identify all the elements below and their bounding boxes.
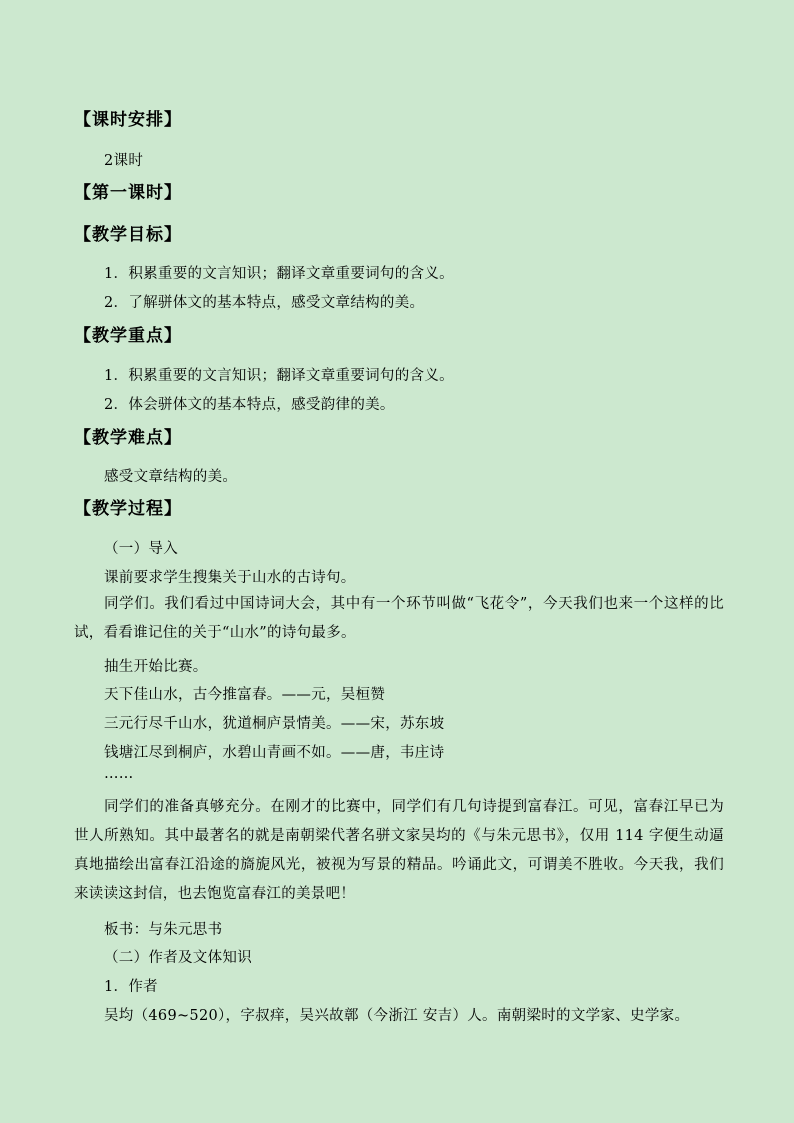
- author-text: 吴均（469~520），字叔痒，吴兴故鄣（今浙江 安吉）人。南朝梁时的文学家、史学家。: [104, 1008, 690, 1024]
- ellipsis: ……: [104, 766, 134, 782]
- poem-line: 天下佳山水，古今推富春。——元，吴桓赞: [104, 687, 386, 703]
- intro-title: （一）导入: [104, 541, 178, 557]
- author-section-title: （二）作者及文体知识: [104, 950, 252, 966]
- process-line: 课前要求学生搜集关于山水的古诗句。: [104, 570, 356, 586]
- poem-line: 三元行尽千山水，犹道桐庐景情美。——宋，苏东坡: [104, 716, 445, 732]
- difficulties-body: 感受文章结构的美。: [104, 469, 238, 485]
- goal-item: 2．了解骈体文的基本特点，感受文章结构的美。: [104, 295, 425, 311]
- key-point-item: 2．体会骈体文的基本特点，感受韵律的美。: [104, 397, 395, 413]
- key-point-item: 1．积累重要的文言知识；翻译文章重要词句的含义。: [104, 368, 454, 384]
- board-note: 板书：与朱元思书: [104, 922, 223, 938]
- schedule-body: 2课时: [104, 153, 144, 169]
- process-paragraph: 同学们。我们看过中国诗词大会，其中有一个环节叫做“飞花令”，今天我们也来一个这样的比试，看看谁记住的关于“山水”的诗句最多。: [74, 596, 724, 641]
- goals-heading: 【教学目标】: [74, 225, 182, 245]
- key-points-heading: 【教学重点】: [74, 326, 182, 346]
- first-lesson-heading: 【第一课时】: [74, 183, 182, 203]
- schedule-heading: 【课时安排】: [74, 110, 182, 130]
- process-line: 抽生开始比赛。: [104, 659, 208, 675]
- process-heading: 【教学过程】: [74, 499, 182, 519]
- goal-item: 1．积累重要的文言知识；翻译文章重要词句的含义。: [104, 266, 454, 282]
- author-subtitle: 1．作者: [104, 979, 158, 995]
- difficulties-heading: 【教学难点】: [74, 428, 182, 448]
- process-paragraph: 同学们的准备真够充分。在刚才的比赛中，同学们有几句诗提到富春江。可见，富春江早已为世人所熟知。其中最著名的就是南朝梁代著名骈文家吴均的《与朱元思书》，仅用 114 字便生动逼真地描绘出富春江沿途的旖旎风光，被视为写景的精品。吟诵此文，可谓美不胜收。今天我，我们来读读这封信，也去饱览富春江的美景吧！: [74, 799, 724, 902]
- poem-line: 钱塘江尽到桐庐，水碧山青画不如。——唐，韦庄诗: [104, 745, 445, 761]
